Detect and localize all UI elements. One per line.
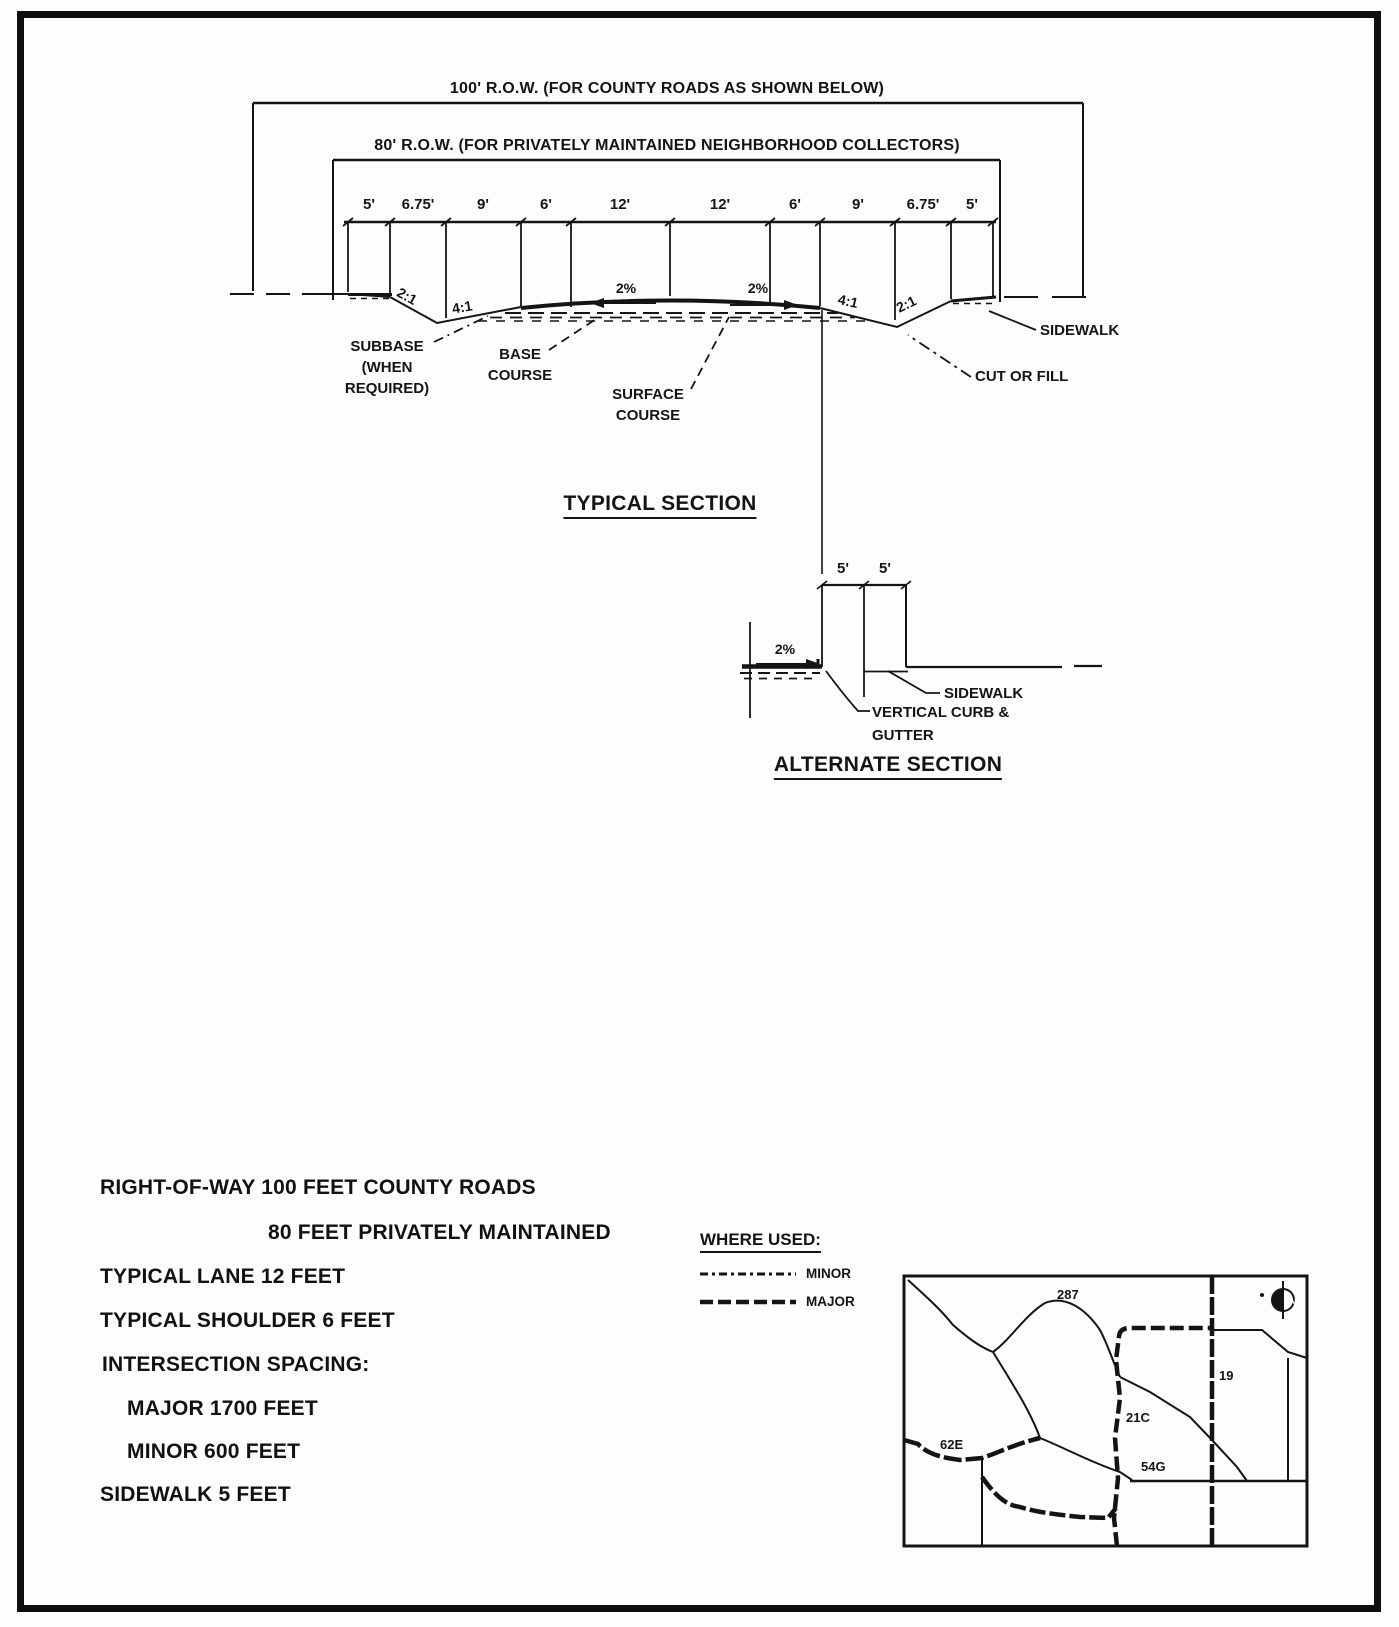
pavement-structure (478, 301, 872, 322)
note-typical-shoulder: TYPICAL SHOULDER 6 FEET (100, 1309, 395, 1332)
map-label-54g: 54G (1141, 1459, 1166, 1474)
row-80-bracket (333, 160, 1000, 302)
alt-cross-slope: 2% (774, 641, 796, 657)
legend-major-label: MAJOR (806, 1294, 855, 1309)
dim-label-9-right: 9' (852, 196, 864, 213)
alt-callout-sidewalk: SIDEWALK (944, 685, 1024, 702)
dim-label-675-left: 6.75' (401, 196, 435, 213)
note-sidewalk: SIDEWALK 5 FEET (100, 1483, 291, 1506)
callout-base-course: BASE COURSE (487, 346, 553, 384)
dim-label-6-left: 6' (540, 196, 552, 213)
note-typical-lane: TYPICAL LANE 12 FEET (100, 1265, 346, 1288)
map-label-287: 287 (1057, 1287, 1079, 1302)
slope-left-outer: 2:1 (394, 284, 420, 308)
map-label-19: 19 (1219, 1368, 1234, 1383)
note-right-of-way: RIGHT-OF-WAY 100 FEET COUNTY ROADS (100, 1176, 536, 1199)
alt-callout-curb: VERTICAL CURB & GUTTER (872, 704, 1010, 744)
callout-sidewalk-typical: SIDEWALK (1040, 322, 1120, 339)
note-80-feet: 80 FEET PRIVATELY MAINTAINED (268, 1221, 611, 1244)
slope-right-inner: 4:1 (836, 290, 860, 312)
north-arrow-icon (1260, 1281, 1294, 1319)
dim-label-6-right: 6' (789, 196, 801, 213)
north-arrow-n-label: N (1290, 1297, 1297, 1307)
slope-left-inner: 4:1 (450, 297, 474, 317)
legend-line-samples (700, 1274, 796, 1302)
row-100-label: 100' R.O.W. (FOR COUNTY ROADS AS SHOWN BELOW) (449, 80, 885, 97)
alt-dim-5-left: 5' (837, 560, 849, 577)
alt-dim-5-right: 5' (879, 560, 891, 577)
legend-title: WHERE USED: (700, 1230, 821, 1253)
row-80-label: 80' R.O.W. (FOR PRIVATELY MAINTAINED NEIGHBORHOOD COLLECTORS) (374, 137, 960, 154)
cross-slope-left: 2% (615, 280, 637, 296)
legend-minor-label: MINOR (806, 1266, 851, 1281)
slope-right-outer: 2:1 (893, 292, 919, 316)
dim-label-9-left: 9' (477, 196, 489, 213)
alternate-section-title: ALTERNATE SECTION (774, 753, 1002, 777)
typical-section-title: TYPICAL SECTION (563, 492, 756, 516)
note-minor-spacing: MINOR 600 FEET (127, 1440, 301, 1463)
note-major-spacing: MAJOR 1700 FEET (127, 1397, 318, 1420)
row-100-bracket (253, 103, 1083, 296)
dim-label-5-right: 5' (966, 196, 978, 213)
cross-slope-right: 2% (747, 280, 769, 296)
dim-label-5-left: 5' (363, 196, 375, 213)
callout-subbase: SUBBASE (WHEN REQUIRED) (344, 338, 430, 397)
location-map (904, 1276, 1307, 1546)
map-label-21c: 21C (1126, 1410, 1150, 1425)
callout-surface-course: SURFACE COURSE (612, 386, 684, 424)
dim-label-12-left: 12' (609, 196, 631, 213)
callout-cut-or-fill: CUT OR FILL (975, 368, 1069, 385)
dim-label-12-right: 12' (709, 196, 731, 213)
note-intersection-spacing: INTERSECTION SPACING: (102, 1353, 370, 1376)
dim-label-675-right: 6.75' (906, 196, 940, 213)
map-label-62e: 62E (940, 1437, 964, 1452)
